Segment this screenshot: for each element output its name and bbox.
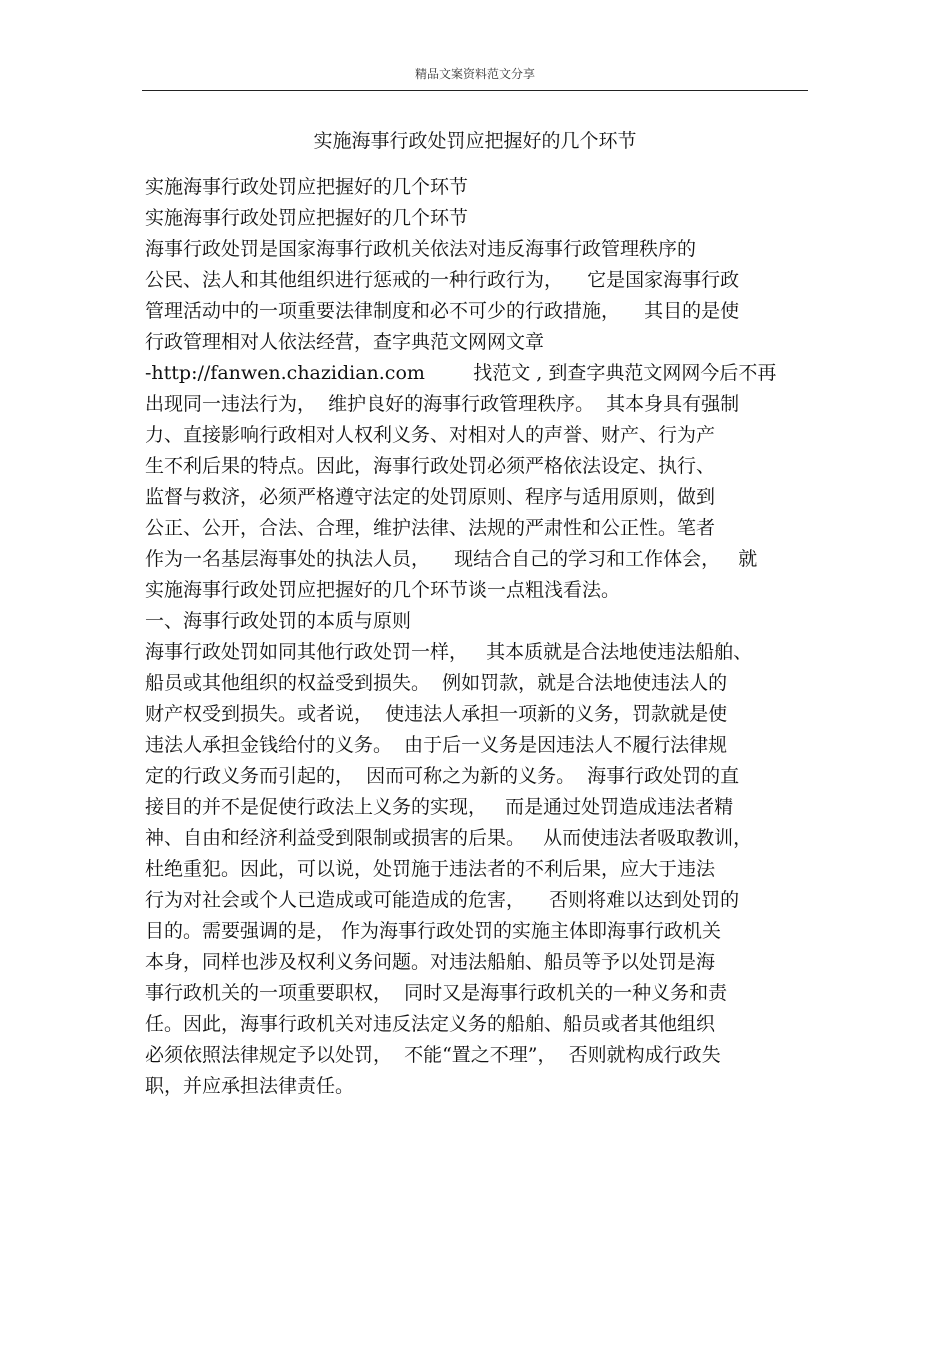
section-heading: 一、海事行政处罚的本质与原则 — [145, 610, 412, 632]
body-line: 管理活动中的一项重要法律制度和必不可少的行政措施， 其目的是使 — [145, 300, 740, 322]
body-line: 行为对社会或个人已造成或可能造成的危害， 否则将难以达到处罚的 — [145, 889, 740, 911]
header-divider — [142, 90, 808, 91]
body-line: 职，并应承担法律责任。 — [145, 1075, 355, 1097]
body-line: 财产权受到损失。或者说， 使违法人承担一项新的义务，罚款就是使 — [145, 703, 728, 725]
body-line: 事行政机关的一项重要职权， 同时又是海事行政机关的一种义务和责 — [145, 982, 728, 1004]
body-line: 海事行政处罚是国家海事行政机关依法对违反海事行政管理秩序的 — [145, 238, 697, 260]
body-line-url: -http://fanwen.chazidian.com 找范文 , 到查字典范文网网今后不再 — [145, 362, 777, 384]
body-line: 船员或其他组织的权益受到损失。 例如罚款，就是合法地使违法人的 — [145, 672, 728, 694]
body-line: 违法人承担金钱给付的义务。 由于后一义务是因违法人不履行法律规 — [145, 734, 728, 756]
body-line: 公正、公开，合法、合理，维护法律、法规的严肃性和公正性。笔者 — [145, 517, 716, 539]
body-line: 出现同一违法行为， 维护良好的海事行政管理秩序。 其本身具有强制 — [145, 393, 740, 415]
body-line: 实施海事行政处罚应把握好的几个环节 — [145, 176, 469, 198]
body-line: 生不利后果的特点。因此，海事行政处罚必须严格依法设定、执行、 — [145, 455, 716, 477]
body-line: 公民、法人和其他组织进行惩戒的一种行政行为， 它是国家海事行政 — [145, 269, 740, 291]
body-line: 作为一名基层海事处的执法人员， 现结合自己的学习和工作体会， 就 — [145, 548, 758, 570]
body-line: 必须依照法律规定予以处罚， 不能“置之不理”， 否则就构成行政失 — [145, 1044, 721, 1066]
document-title: 实施海事行政处罚应把握好的几个环节 — [313, 130, 637, 152]
body-line: 实施海事行政处罚应把握好的几个环节 — [145, 207, 469, 229]
body-line: 神、自由和经济利益受到限制或损害的后果。 从而使违法者吸取教训， — [145, 827, 753, 849]
body-line: 接目的并不是促使行政法上义务的实现， 而是通过处罚造成违法者精 — [145, 796, 734, 818]
page-header: 精品文案资料范文分享 — [414, 67, 535, 81]
document-body — [145, 172, 815, 1102]
body-line: 任。因此，海事行政机关对违反法定义务的船舶、船员或者其他组织 — [145, 1013, 716, 1035]
body-line: 监督与救济，必须严格遵守法定的处罚原则、程序与适用原则，做到 — [145, 486, 716, 508]
body-line: 定的行政义务而引起的， 因而可称之为新的义务。 海事行政处罚的直 — [145, 765, 740, 787]
body-line: 实施海事行政处罚应把握好的几个环节谈一点粗浅看法。 — [145, 579, 621, 601]
body-line: 行政管理相对人依法经营，查字典范文网网文章 — [145, 331, 545, 353]
body-line: 力、直接影响行政相对人权利义务、对相对人的声誉、财产、行为产 — [145, 424, 716, 446]
body-line: 目的。需要强调的是， 作为海事行政处罚的实施主体即海事行政机关 — [145, 920, 722, 942]
body-line: 本身，同样也涉及权利义务问题。对违法船舶、船员等予以处罚是海 — [145, 951, 716, 973]
body-line: 杜绝重犯。因此，可以说，处罚施于违法者的不利后果，应大于违法 — [145, 858, 716, 880]
body-line: 海事行政处罚如同其他行政处罚一样， 其本质就是合法地使违法船舶、 — [145, 641, 753, 663]
